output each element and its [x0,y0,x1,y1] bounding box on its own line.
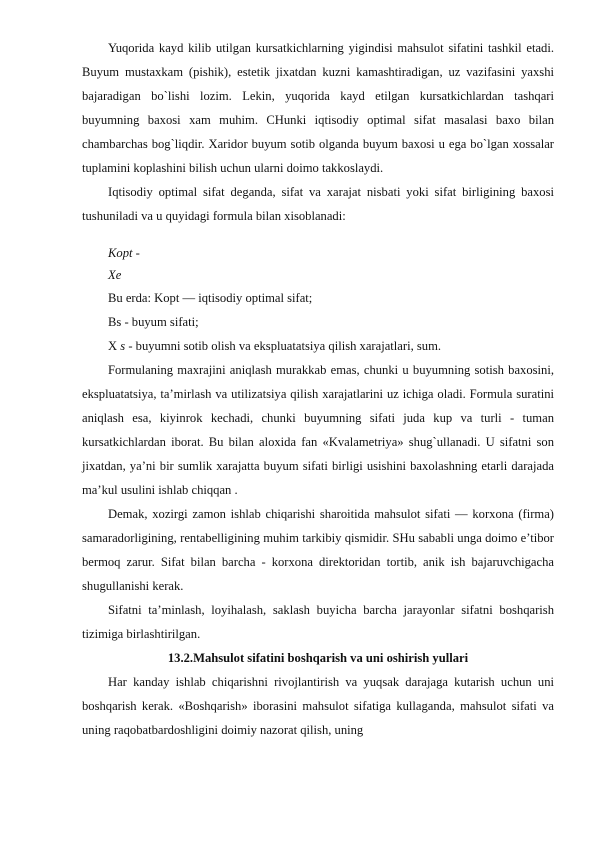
definition-kopt: Bu erda: Kopt — iqtisodiy optimal sifat; [108,291,313,305]
paragraph-modern-production: Demak, xozirgi zamon ishlab chiqarishi sharoitida mahsulot sifati — korxona (firma) samaradorligining, rentabelligining muhim tarkibiy qismidir. SHu sababli unga doimo e’tibor bermoq zarur. Sifat bilan barcha - korxona direktoridan tortib, anik ish bajaruvchigacha shugullanishi kerak. [82,507,554,593]
paragraph-quality-management-system: Sifatni ta’minlash, loyihalash, saklash buyicha barcha jarayonlar sifatni boshqarish tizimiga birlashtirilgan. [82,603,554,641]
formula-numerator: Kopt - [108,246,140,260]
paragraph-management-intro: Har kanday ishlab chiqarishni rivojlantirish va yuqsak darajaga kutarish uchun uni boshqarish kerak. «Boshqarish» iborasini mahsulot sifatiga kullaganda, mahsulot sifati va uning raqobatbardoshligini doimiy nazorat qilish, uning [82,675,554,737]
paragraph-formula-explanation: Formulaning maxrajini aniqlash murakkab emas, chunki u buyumning sotish baxosini, ekspluatatsiya, ta’mirlash va utilizatsiya qilish xarajatlarini uz ichiga oladi. Formula suratini aniqlash esa, kiyinrok kechadi, chunki buyumning sifati juda kup va turli - tuman kursatkichlardan iborat. Bu bilan aloxida fan «Kvalametriya» shug`ullanadi. U sifatni son jixatdan, ya’ni bir sumlik xarajatta buyum sifati birligi usishini baxolashning etarli darajada ma’kul usulini ishlab chiqqan . [82,363,554,497]
document-page [82,36,554,742]
paragraph-economic-optimal-quality: Iqtisodiy optimal sifat deganda, sifat va xarajat nisbati yoki sifat birligining baxosi tushuniladi va u quyidagi formula bilan xisoblanadi: [82,185,554,223]
formula-block [82,242,554,286]
definition-bs: Bs - buyum sifati; [108,315,199,329]
section-heading: 13.2.Mahsulot sifatini boshqarish va uni oshirish yullari [167,651,469,665]
definition-xs: X s - buyumni sotib olish va ekspluatatsiya qilish xarajatlari, sum. [108,339,442,353]
formula-denominator: Xe [108,268,122,282]
paragraph-quality-indicators: Yuqorida kayd kilib utilgan kursatkichlarning yigindisi mahsulot sifatini tashkil etadi. Buyum mustaxkam (pishik), estetik jixatdan kuzni kamashtiradigan, uz vazifasini yaxshi bajaradigan bo`lishi lozim. Lekin, yuqorida kayd etilgan kursatkichlardan tashqari buyumning baxosi xam muhim. CHunki iqtisodiy optimal sifat masalasi baxo bilan chambarchas bog`liqdir. Xaridor buyum sotib olganda buyum baxosi u ega bo`lgan xossalar tuplamini koplashini bilish uchun ularni doimo takkoslaydi. [82,41,554,175]
